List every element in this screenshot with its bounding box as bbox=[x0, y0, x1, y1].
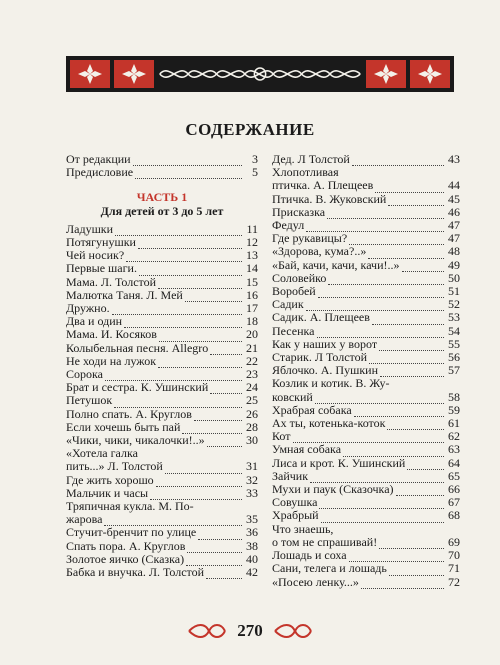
toc-dot-leader bbox=[194, 410, 242, 421]
toc-dot-leader bbox=[156, 476, 242, 487]
toc-entry-page: 3 bbox=[252, 152, 258, 166]
toc-entry-page: 33 bbox=[246, 485, 258, 500]
toc-entry-title: «Бай, качи, качи, качи!..» bbox=[272, 257, 400, 272]
toc-entry bbox=[272, 325, 460, 338]
toc-entry bbox=[272, 576, 460, 589]
toc-entry-page: 52 bbox=[448, 297, 460, 312]
toc-entry-page: 26 bbox=[246, 406, 258, 421]
toc-dot-leader bbox=[328, 274, 444, 285]
toc-left-list bbox=[66, 223, 258, 579]
toc-entry-page: 61 bbox=[448, 416, 460, 431]
toc-entry-page: 24 bbox=[246, 380, 258, 395]
toc-entry-page: 62 bbox=[448, 429, 460, 444]
toc-entry-title: Кот bbox=[272, 429, 291, 444]
toc-entry-page: 28 bbox=[246, 419, 258, 434]
toc-entry-page: 45 bbox=[448, 191, 460, 206]
toc-entry bbox=[66, 262, 258, 275]
toc-dot-leader bbox=[114, 397, 242, 408]
toc-entry bbox=[272, 245, 460, 258]
toc-dot-leader bbox=[402, 261, 445, 272]
toc-entry-page: 64 bbox=[448, 455, 460, 470]
toc-entry bbox=[272, 443, 460, 456]
toc-entry-title: Птичка. В. Жуковский bbox=[272, 191, 387, 206]
toc-entry-page: 15 bbox=[246, 274, 258, 289]
toc-entry bbox=[66, 540, 258, 553]
toc-entry-page: 5 bbox=[252, 165, 258, 180]
toc-entry-page: 54 bbox=[448, 323, 460, 338]
toc-entry-page: 72 bbox=[448, 574, 460, 589]
toc-dot-leader bbox=[388, 195, 444, 206]
toc-entry-title: жарова bbox=[66, 512, 103, 527]
toc-entry-page: 43 bbox=[448, 152, 460, 166]
toc-entry bbox=[272, 562, 460, 575]
toc-dot-leader bbox=[206, 568, 242, 579]
toc-entry-title: Старик. Л Толстой bbox=[272, 350, 368, 365]
toc-entry-title: Песенка bbox=[272, 323, 315, 338]
ornament-tile-right2-icon bbox=[366, 60, 406, 88]
toc-entry-title: Зайчик bbox=[272, 468, 309, 483]
toc-dot-leader bbox=[396, 485, 444, 496]
toc-dot-leader bbox=[327, 208, 444, 219]
toc-entry-page: 42 bbox=[246, 565, 258, 580]
toc-entry-page: 11 bbox=[246, 221, 258, 236]
footer-ornament-right-icon bbox=[273, 623, 313, 639]
toc-entry-title: птичка. А. Плещеев bbox=[272, 178, 374, 193]
toc-entry-page: 49 bbox=[448, 257, 460, 272]
toc-entry-page: 23 bbox=[246, 367, 258, 382]
toc-entry-title: Храбрый bbox=[272, 508, 319, 523]
toc-entry-page: 40 bbox=[246, 551, 258, 566]
toc-entry-page: 69 bbox=[448, 534, 460, 549]
toc-entry-title: Умная собака bbox=[272, 442, 342, 457]
toc-entry-title: Мухи и паук (Сказочка) bbox=[272, 482, 394, 497]
toc-dot-leader bbox=[165, 463, 242, 474]
toc-entry-title: Садик. А. Плещеев bbox=[272, 310, 370, 325]
toc-dot-leader bbox=[210, 383, 242, 394]
toc-entry-page: 55 bbox=[448, 336, 460, 351]
toc-dot-leader bbox=[198, 529, 242, 540]
toc-intro-list bbox=[66, 153, 258, 179]
toc-entry-title: Золотое яичко (Сказка) bbox=[66, 551, 185, 566]
toc-dot-leader bbox=[372, 314, 444, 325]
toc-entry bbox=[66, 394, 258, 407]
toc-entry bbox=[66, 408, 258, 421]
toc-dot-leader bbox=[375, 182, 444, 193]
toc-entry-page: 47 bbox=[448, 231, 460, 246]
toc-dot-leader bbox=[387, 419, 444, 430]
toc-entry-title: пить...» Л. Толстой bbox=[66, 459, 163, 474]
toc-entry-title: Сорока bbox=[66, 367, 103, 382]
toc-entry-page: 44 bbox=[448, 178, 460, 193]
toc-entry-page: 25 bbox=[246, 393, 258, 408]
toc-entry-page: 20 bbox=[246, 327, 258, 342]
toc-entry-title: ковский bbox=[272, 389, 313, 404]
toc-dot-leader bbox=[210, 344, 242, 355]
toc-entry-title: Первые шаги. bbox=[66, 261, 137, 276]
toc-dot-leader bbox=[112, 304, 242, 315]
toc-dot-leader bbox=[158, 357, 242, 368]
toc-entry-title: «Чики, чики, чикалочки!..» bbox=[66, 433, 205, 448]
toc-entry-title: Стучит-бренчит по улице bbox=[66, 525, 197, 540]
toc-entry-title: Полно спать. А. Круглов bbox=[66, 406, 192, 421]
toc-dot-leader bbox=[380, 366, 444, 377]
toc-entry-page: 17 bbox=[246, 301, 258, 316]
toc-dot-leader bbox=[318, 287, 444, 298]
toc-entry-title: Дед. Л Толстой bbox=[272, 152, 350, 166]
toc-entry bbox=[272, 259, 460, 272]
toc-entry-title: Потягунушки bbox=[66, 235, 136, 250]
toc-dot-leader bbox=[321, 512, 444, 523]
toc-dot-leader bbox=[138, 238, 242, 249]
toc-entry-page: 35 bbox=[246, 512, 258, 527]
toc-entry-page: 56 bbox=[448, 350, 460, 365]
toc-entry-title: Чей носик? bbox=[66, 248, 125, 263]
toc-entry-title: Малютка Таня. Л. Мей bbox=[66, 287, 183, 302]
toc-entry-page: 48 bbox=[448, 244, 460, 259]
toc-entry bbox=[272, 457, 460, 470]
toc-entry bbox=[66, 342, 258, 355]
toc-entry-title: Брат и сестра. К. Ушинский bbox=[66, 380, 209, 395]
toc-entry-page: 13 bbox=[246, 248, 258, 263]
toc-entry-title: Федул bbox=[272, 218, 305, 233]
toc-entry-title: Два и один bbox=[66, 314, 123, 329]
toc-entry-page: 16 bbox=[246, 287, 258, 302]
toc-entry-page: 67 bbox=[448, 495, 460, 510]
ornament-tile-left2-icon bbox=[114, 60, 154, 88]
toc-entry-title: Ах ты, котенька-коток bbox=[272, 416, 386, 431]
toc-entry-page: 36 bbox=[246, 525, 258, 540]
toc-dot-leader bbox=[361, 578, 444, 589]
toc-entry-title: Дружно. bbox=[66, 301, 110, 316]
toc-entry bbox=[272, 377, 460, 390]
toc-dot-leader bbox=[389, 565, 444, 576]
toc-entry bbox=[66, 474, 258, 487]
ornament-knot-band-icon bbox=[156, 61, 364, 87]
toc-dot-leader bbox=[407, 459, 444, 470]
toc-entry-title: Мальчик и часы bbox=[66, 485, 149, 500]
toc-entry-title: Садик bbox=[272, 297, 304, 312]
toc-entry-title: Присказка bbox=[272, 204, 326, 219]
toc-dot-leader bbox=[207, 436, 242, 447]
footer-ornament-left-icon bbox=[187, 623, 227, 639]
toc-entry-page: 22 bbox=[246, 353, 258, 368]
toc-entry-page: 70 bbox=[448, 548, 460, 563]
page-number: 270 bbox=[237, 621, 263, 640]
toc-entry bbox=[66, 460, 258, 473]
toc-entry-page: 14 bbox=[246, 261, 258, 276]
toc-entry-title: о том не спрашивай! bbox=[272, 534, 378, 549]
toc-entry-page: 59 bbox=[448, 402, 460, 417]
toc-entry-title: Петушок bbox=[66, 393, 113, 408]
toc-entry bbox=[66, 526, 258, 539]
toc-entry-title: Лошадь и соха bbox=[272, 548, 347, 563]
toc-entry-title: Что знаешь, bbox=[272, 521, 334, 536]
toc-dot-leader bbox=[126, 251, 242, 262]
toc-entry-title: Где рукавицы? bbox=[272, 231, 348, 246]
toc-entry-page: 53 bbox=[448, 310, 460, 325]
toc-entry-page: 58 bbox=[448, 389, 460, 404]
toc-entry-title: Бабка и внучка. Л. Толстой bbox=[66, 565, 205, 580]
toc-entry-page: 68 bbox=[448, 508, 460, 523]
toc-left-column bbox=[66, 153, 258, 579]
toc-entry bbox=[66, 566, 258, 579]
ornament-tile-left-icon bbox=[70, 60, 110, 88]
toc-entry-title: Тряпичная кукла. М. По- bbox=[66, 499, 194, 514]
toc-dot-leader bbox=[133, 155, 242, 166]
toc-entry-title: Колыбельная песня. Allegro bbox=[66, 340, 209, 355]
toc-entry-title: Мама. И. Косяков bbox=[66, 327, 157, 342]
toc-entry-title: Где жить хорошо bbox=[66, 472, 154, 487]
toc-dot-leader bbox=[319, 498, 444, 509]
toc-entry bbox=[66, 166, 258, 179]
toc-entry bbox=[66, 328, 258, 341]
toc-entry-title: «Здорова, кума?..» bbox=[272, 244, 367, 259]
toc-entry bbox=[272, 417, 460, 430]
toc-entry-page: 31 bbox=[246, 459, 258, 474]
toc-entry-page: 50 bbox=[448, 270, 460, 285]
toc-entry-title: Мама. Л. Толстой bbox=[66, 274, 157, 289]
toc-entry-page: 51 bbox=[448, 284, 460, 299]
toc-dot-leader bbox=[187, 542, 242, 553]
toc-entry-page: 21 bbox=[246, 340, 258, 355]
toc-entry bbox=[272, 193, 460, 206]
toc-entry bbox=[272, 311, 460, 324]
toc-entry-page: 18 bbox=[246, 314, 258, 329]
toc-entry-title: Яблочко. А. Пушкин bbox=[272, 363, 378, 378]
toc-entry-title: Хлопотливая bbox=[272, 165, 339, 180]
toc-entry-title: Если хочешь быть пай bbox=[66, 419, 181, 434]
toc-dot-leader bbox=[159, 331, 242, 342]
toc-dot-leader bbox=[369, 353, 444, 364]
toc-entry-title: Сани, телега и лошадь bbox=[272, 561, 387, 576]
toc-dot-leader bbox=[139, 265, 242, 276]
part-subtitle: Для детей от 3 до 5 лет bbox=[100, 203, 224, 218]
ornamental-banner bbox=[66, 56, 454, 92]
toc-entry-title: От редакции bbox=[66, 152, 131, 166]
part-title: ЧАСТЬ 1 bbox=[136, 190, 188, 205]
toc-entry-title: «Хотела галка bbox=[66, 446, 138, 461]
toc-dot-leader bbox=[379, 538, 444, 549]
toc-entry-title: Храбрая собака bbox=[272, 402, 352, 417]
toc-entry-title: Соловейко bbox=[272, 270, 327, 285]
toc-entry-page: 46 bbox=[448, 204, 460, 219]
toc-entry-title: Лиса и крот. К. Ушинский bbox=[272, 455, 406, 470]
toc-entry-title: «Посею ленку...» bbox=[272, 574, 359, 589]
toc-entry-title: Спать пора. А. Круглов bbox=[66, 538, 186, 553]
toc-entry bbox=[272, 179, 460, 192]
toc-entry-page: 47 bbox=[448, 218, 460, 233]
toc-entry-page: 32 bbox=[246, 472, 258, 487]
ornament-tile-right-icon bbox=[410, 60, 450, 88]
page-footer bbox=[0, 620, 500, 642]
toc-dot-leader bbox=[352, 155, 444, 166]
page-title: СОДЕРЖАНИЕ bbox=[185, 120, 315, 139]
toc-entry-page: 57 bbox=[448, 363, 460, 378]
toc-entry-title: Совушка bbox=[272, 495, 318, 510]
toc-dot-leader bbox=[379, 340, 444, 351]
toc-entry-title: Не ходи на лужок bbox=[66, 353, 157, 368]
toc-entry-title: Ладушки bbox=[66, 221, 114, 236]
toc-dot-leader bbox=[135, 168, 242, 179]
toc-right-list bbox=[272, 153, 460, 589]
toc-dot-leader bbox=[368, 248, 444, 259]
toc-entry-page: 66 bbox=[448, 482, 460, 497]
toc-entry bbox=[272, 523, 460, 536]
toc-entry bbox=[272, 391, 460, 404]
toc-entry-page: 38 bbox=[246, 538, 258, 553]
toc-entry-title: Воробей bbox=[272, 284, 316, 299]
toc-entry-title: Как у наших у ворот bbox=[272, 336, 378, 351]
toc-dot-leader bbox=[185, 291, 242, 302]
toc-right-column bbox=[272, 153, 460, 589]
toc-entry-page: 71 bbox=[448, 561, 460, 576]
toc-entry-page: 12 bbox=[246, 235, 258, 250]
toc-entry-page: 65 bbox=[448, 468, 460, 483]
toc-entry-page: 63 bbox=[448, 442, 460, 457]
toc-entry-title: Предисловие bbox=[66, 165, 134, 180]
toc-entry-page: 30 bbox=[246, 433, 258, 448]
toc-entry-title: Козлик и котик. В. Жу- bbox=[272, 376, 390, 391]
toc-entry bbox=[66, 276, 258, 289]
